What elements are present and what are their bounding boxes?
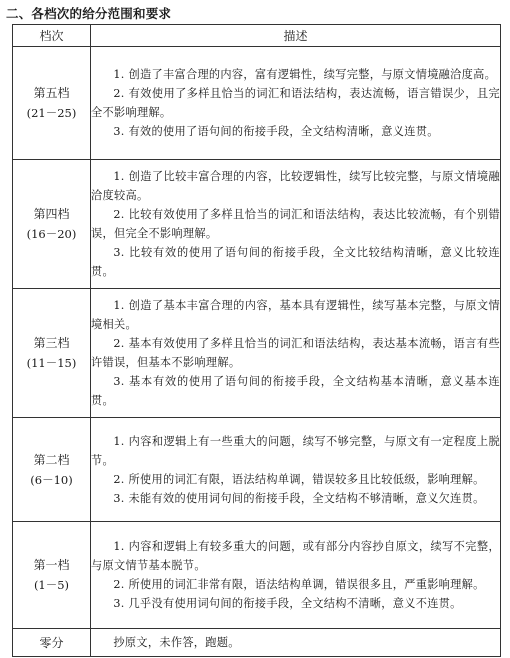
criterion-text: 1. 创造了丰富合理的内容，富有逻辑性，续写完整，与原文情境融洽度高。: [113, 68, 497, 81]
level-range: (1－5): [33, 578, 70, 592]
criterion-text: 2. 有效使用了多样且恰当的词汇和语法结构，表达流畅，语言错误少，且完全不影响理解。: [91, 87, 500, 119]
criterion-text: 2. 所使用的词汇非常有限，语法结构单调，错误很多且，严重影响理解。: [113, 578, 485, 591]
level-cell: [13, 160, 91, 289]
level-range: (16－20): [26, 227, 77, 241]
header-description: 描述: [91, 25, 501, 47]
description-cell: [91, 289, 501, 418]
level-name: 第一档: [33, 558, 70, 572]
section-heading: 二、各档次的给分范围和要求: [6, 6, 172, 21]
criterion-text: 2. 比较有效使用了多样且恰当的词汇和语法结构，表达比较流畅，有个别错误，但完全不影响理解。: [91, 208, 500, 240]
criterion-text: 1. 创造了比较丰富合理的内容，比较逻辑性，续写比较完整，与原文情境融洽度较高。: [91, 170, 500, 202]
level-cell: [13, 629, 91, 657]
level-range: (21－25): [26, 106, 77, 120]
criterion-text: 1. 内容和逻辑上有一些重大的问题，续写不够完整，与原文有一定程度上脱节。: [91, 434, 500, 467]
level-name: 零分: [39, 635, 64, 650]
level-range: (6－10): [30, 472, 73, 487]
table-row: [13, 47, 501, 160]
criterion-text: 3. 有效的使用了语句间的衔接手段，全文结构清晰，意义连贯。: [113, 125, 439, 138]
level-name: 第三档: [33, 336, 70, 350]
level-name: 第五档: [33, 86, 70, 100]
level-range: (11－15): [26, 356, 77, 370]
level-cell: [13, 289, 91, 418]
table-row: [13, 160, 501, 289]
table-row: [13, 289, 501, 418]
criterion-text: 抄原文，未作答，跑题。: [113, 636, 240, 649]
header-level: 档次: [13, 25, 91, 47]
table-row: [13, 522, 501, 629]
criterion-text: 3. 比较有效的使用了语句间的衔接手段，全文比较结构清晰，意义比较连贯。: [91, 246, 500, 278]
description-cell: [91, 418, 501, 522]
criterion-text: 2. 基本有效使用了多样且恰当的词汇和语法结构，表达基本流畅，语言有些许错误，但基本不影响理解。: [91, 337, 500, 369]
description-cell: [91, 629, 501, 657]
level-name: 第四档: [33, 207, 70, 221]
table-row: [13, 418, 501, 522]
criterion-text: 2. 所使用的词汇有限，语法结构单调，错误较多且比较低级，影响理解。: [113, 472, 485, 486]
criterion-text: 3. 未能有效的使用词句间的衔接手段，全文结构不够清晰，意义欠连贯。: [113, 491, 485, 505]
criterion-text: 3. 基本有效的使用了语句间的衔接手段，全文结构基本清晰，意义基本连贯。: [91, 375, 500, 407]
level-name: 第二档: [33, 452, 70, 467]
description-cell: [91, 522, 501, 629]
criterion-text: 3. 几乎没有使用词句间的衔接手段，全文结构不清晰，意义不连贯。: [113, 597, 462, 610]
criterion-text: 1. 创造了基本丰富合理的内容，基本具有逻辑性，续写基本完整，与原文情境相关。: [91, 299, 500, 331]
level-cell: [13, 47, 91, 160]
grading-table: [12, 24, 501, 657]
level-cell: [13, 522, 91, 629]
description-cell: [91, 160, 501, 289]
description-cell: [91, 47, 501, 160]
table-header-row: [13, 25, 501, 47]
level-cell: [13, 418, 91, 522]
criterion-text: 1. 内容和逻辑上有较多重大的问题，或有部分内容抄自原文，续写不完整，与原文情节基本脱节。: [91, 540, 500, 572]
table-row: [13, 629, 501, 657]
